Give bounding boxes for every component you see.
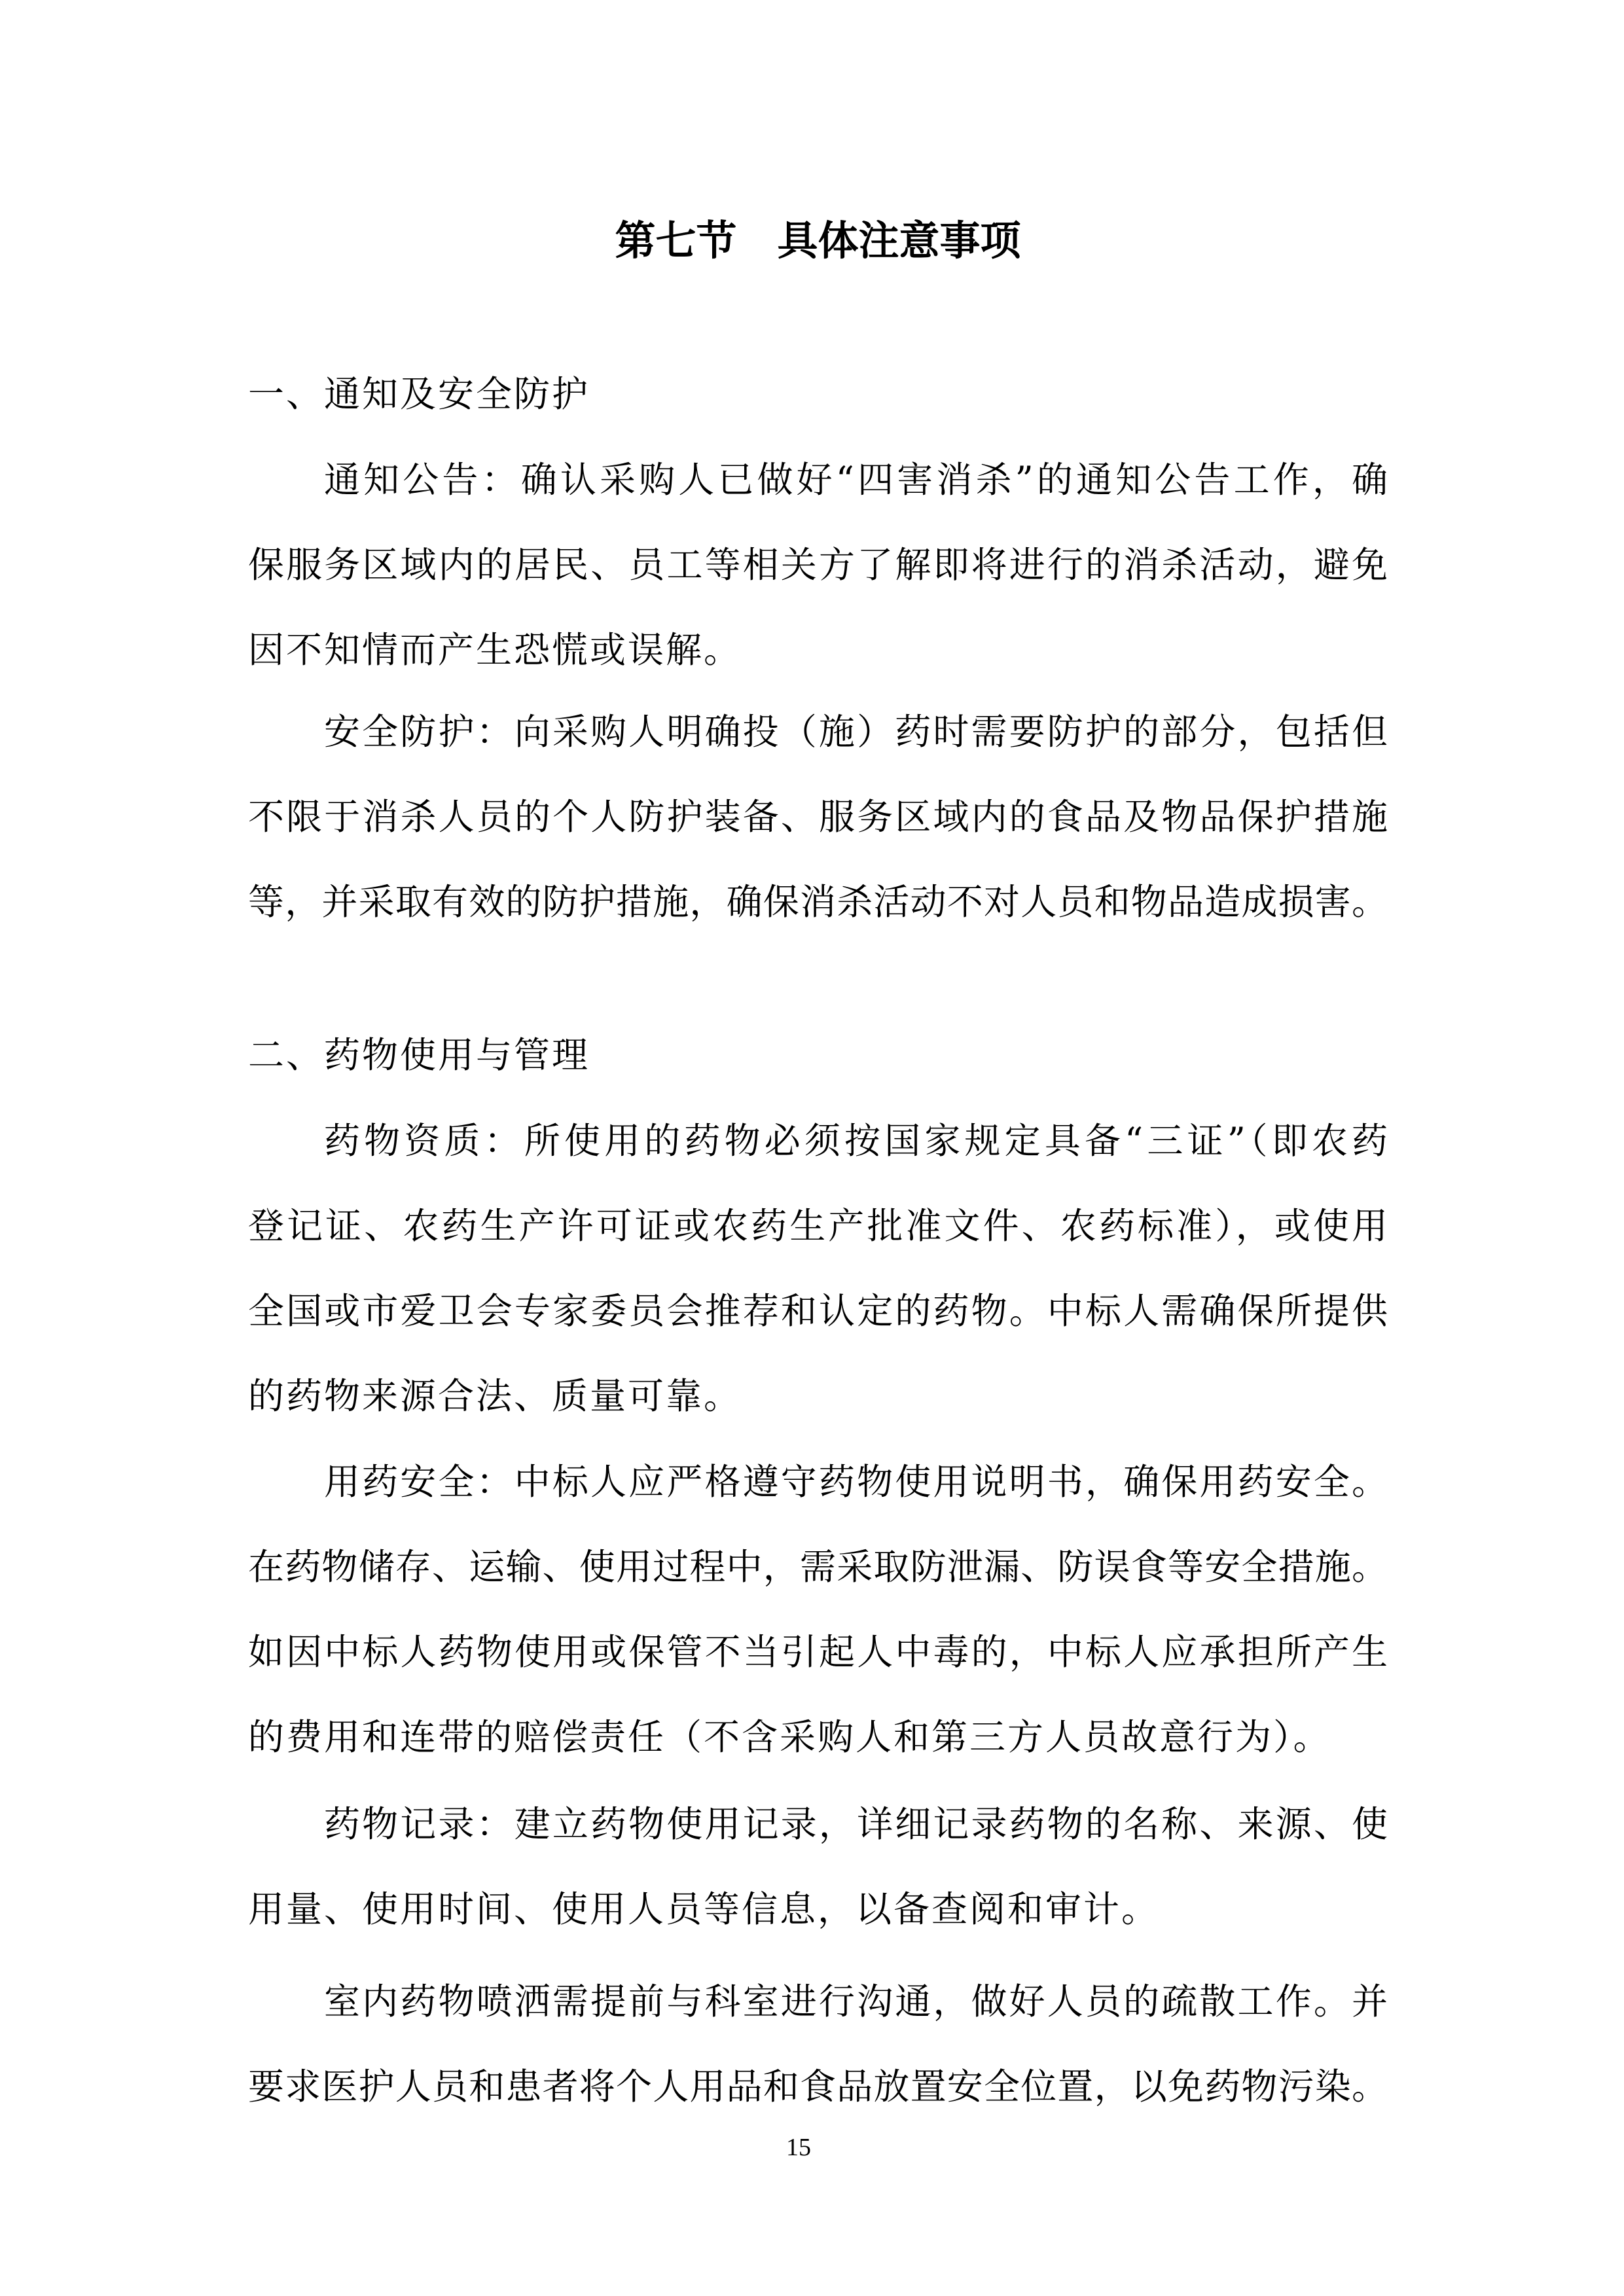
paragraph-line: 的费用和连带的赔偿责任（不含采购人和第三方人员故意行为）。	[248, 1716, 1331, 1758]
paragraph-line: 在药物储存、运输、使用过程中，需采取防泄漏、防误食等安全措施。	[248, 1546, 1388, 1588]
paragraph-line: 保服务区域内的居民、员工等相关方了解即将进行的消杀活动，避免	[248, 544, 1388, 586]
paragraph-notice-announcement	[248, 437, 1388, 692]
paragraph-line: 全国或市爱卫会专家委员会推荐和认定的药物。中标人需确保所提供	[248, 1290, 1388, 1332]
paragraph-line: 的药物来源合法、质量可靠。	[248, 1375, 742, 1417]
page-title: 第七节 具体注意事项	[615, 217, 1021, 264]
paragraph-line: 因不知情而产生恐慌或误解。	[248, 629, 742, 671]
paragraph-pesticide-qualification	[248, 1098, 1388, 1439]
paragraph-line: 安全防护：向采购人明确投（施）药时需要防护的部分，包括但	[324, 711, 1388, 753]
paragraph-line: 登记证、农药生产许可证或农药生产批准文件、农药标准），或使用	[248, 1205, 1388, 1247]
paragraph-line: 用药安全：中标人应严格遵守药物使用说明书，确保用药安全。	[324, 1461, 1388, 1503]
page-number: 15	[786, 2134, 811, 2161]
paragraph-line: 用量、使用时间、使用人员等信息，以备查阅和审计。	[248, 1888, 1160, 1930]
section-heading-pesticide-management: 二、药物使用与管理	[248, 1034, 590, 1076]
paragraph-line: 室内药物喷洒需提前与科室进行沟通，做好人员的疏散工作。并	[324, 1981, 1388, 2022]
paragraph-pesticide-records	[248, 1782, 1388, 1952]
paragraph-medication-safety	[248, 1439, 1388, 1780]
paragraph-indoor-spraying	[248, 1959, 1388, 2129]
paragraph-line: 不限于消杀人员的个人防护装备、服务区域内的食品及物品保护措施	[248, 796, 1388, 838]
paragraph-line: 如因中标人药物使用或保管不当引起人中毒的，中标人应承担所产生	[248, 1631, 1388, 1673]
paragraph-line: 通知公告：确认采购人已做好“四害消杀”的通知公告工作，确	[324, 459, 1388, 501]
paragraph-safety-protection	[248, 689, 1388, 944]
paragraph-line: 药物资质：所使用的药物必须按国家规定具备“三证”（即农药	[324, 1120, 1388, 1162]
paragraph-line: 要求医护人员和患者将个人用品和食品放置安全位置，以免药物污染。	[248, 2066, 1388, 2108]
paragraph-line: 药物记录：建立药物使用记录，详细记录药物的名称、来源、使	[324, 1803, 1388, 1845]
paragraph-line: 等，并采取有效的防护措施，确保消杀活动不对人员和物品造成损害。	[248, 881, 1388, 923]
section-heading-notification-safety: 一、通知及安全防护	[248, 373, 590, 415]
